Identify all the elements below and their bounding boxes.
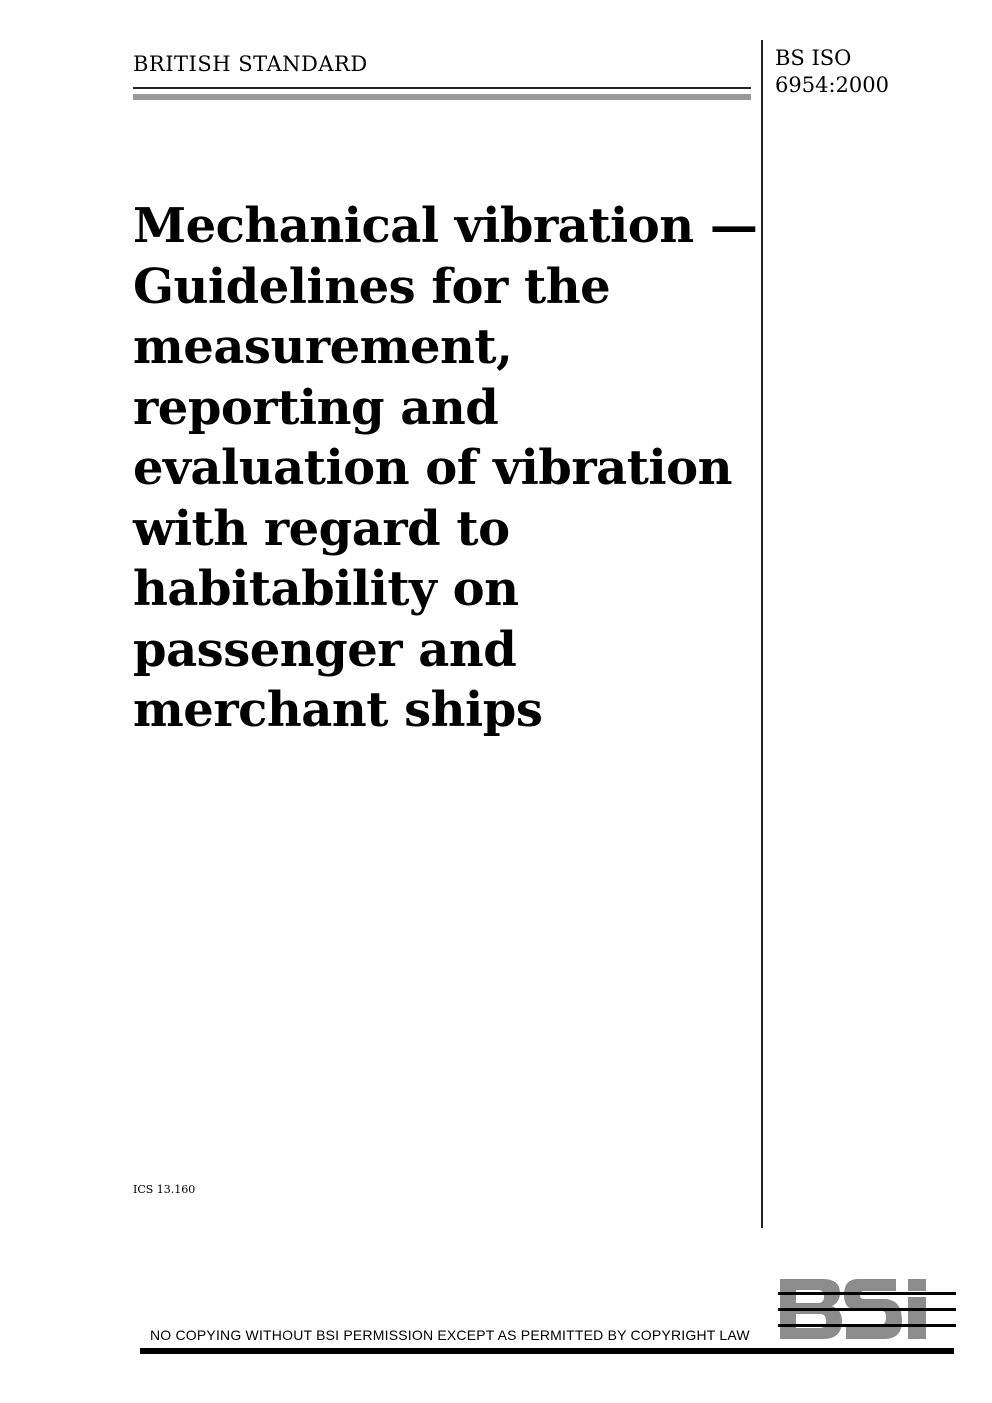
standard-number <box>775 45 889 99</box>
title-line: Mechanical vibration — <box>133 198 758 254</box>
title-line: merchant ships <box>133 682 543 738</box>
standard-number-line-1: BS ISO <box>775 46 852 70</box>
standard-number-line-2: 6954:2000 <box>775 73 889 97</box>
bsi-logo <box>778 1275 958 1349</box>
title-line: with regard to <box>133 500 510 557</box>
title-line: reporting and <box>133 379 499 436</box>
series-label: BRITISH STANDARD <box>133 52 368 76</box>
copyright-notice: NO COPYING WITHOUT BSI PERMISSION EXCEPT AS PERMITTED BY COPYRIGHT LAW <box>150 1327 750 1343</box>
title-line: habitability on <box>133 561 519 617</box>
title-line: measurement, <box>133 319 513 375</box>
header-rule <box>133 87 751 89</box>
document-title <box>133 196 758 741</box>
ics-code: ICS 13.160 <box>133 1183 196 1196</box>
header-rule-grey <box>133 94 751 100</box>
title-line: Guidelines for the <box>133 258 611 315</box>
title-line: evaluation of vibration <box>133 440 733 496</box>
title-line: passenger and <box>133 621 517 678</box>
vertical-divider <box>761 40 763 1228</box>
